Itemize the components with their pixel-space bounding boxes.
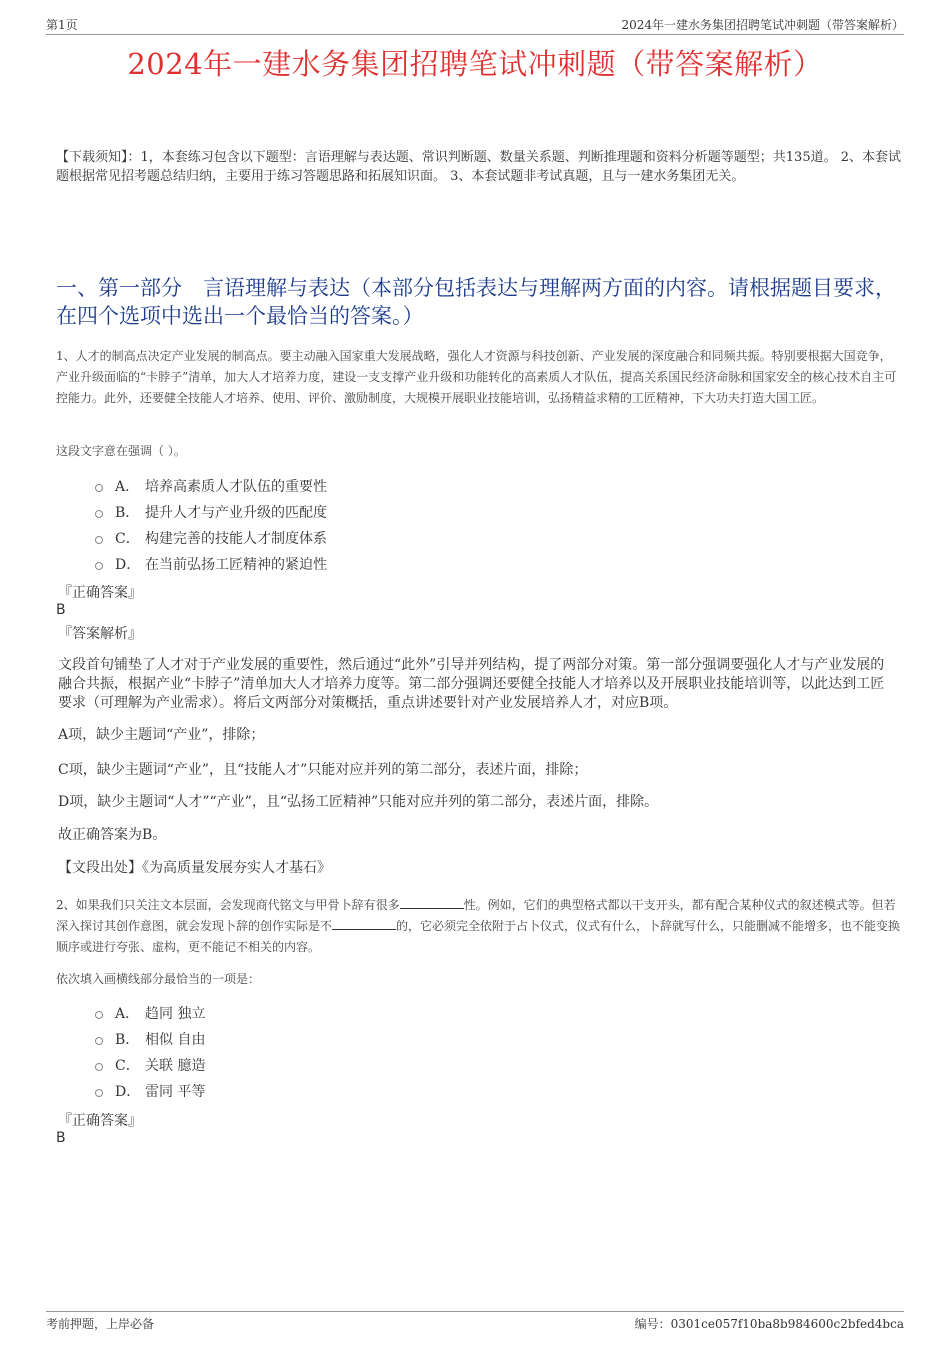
question-1-options — [95, 473, 327, 577]
page-footer — [46, 1311, 904, 1334]
question-1-text: 1、人才的制高点决定产业发展的制高点。要主动融入国家重大发展战略，强化人才资源与科技创新、产业发展的深度融合和同频共振。特别要根据大国竞争，产业升级面临的“卡脖子”清单，加大人才培养力度，建设一支支撑产业升级和功能转化的高素质人才队伍，提高关系国民经济命脉和国家安全的核心技术自主可控能力。此外，还要健全技能人才培养、使用、评价、激励制度，大规模开展职业技能培训，弘扬精益求精的工匠精神，下大功夫打造大国工匠。 — [56, 349, 897, 405]
section-heading: 一、第一部分 言语理解与表达（本部分包括表达与理解两方面的内容。请根据题目要求，在四个选项中选出一个最恰当的答案。） — [56, 276, 896, 328]
radio-icon[interactable] — [95, 484, 103, 492]
analysis-note-d: D项，缺少主题词“人才”“产业”，且“弘扬工匠精神”只能对应并列的第二部分，表述片面，排除。 — [58, 794, 659, 810]
option-d[interactable]: D． 在当前弘扬工匠精神的紧迫性 — [95, 551, 327, 577]
analysis-text: 文段首句铺垫了人才对于产业发展的重要性，然后通过“此外”引导并列结构，提了两部分对策。第一部分强调要强化人才与产业发展的融合共振，根据产业“卡脖子”清单加大人才培养力度等。第二部分强调还要健全技能人才培养以及开展职业技能培训等，以此达到工匠要求（可理解为产业需求）。将后文两部分对策概括，重点讲述要针对产业发展培养人才，对应B项。 — [58, 657, 885, 711]
answer-value: B — [56, 1130, 66, 1146]
option-a[interactable]: A． 趋同 独立 — [95, 1000, 205, 1026]
question-1-prompt: 这段文字意在强调（ ）。 — [56, 444, 186, 458]
radio-icon[interactable] — [95, 1011, 103, 1019]
radio-icon[interactable] — [95, 562, 103, 570]
option-b[interactable]: B． 相似 自由 — [95, 1026, 205, 1052]
header-title: 2024年一建水务集团招聘笔试冲刺题（带答案解析） — [621, 18, 904, 32]
fill-blank — [332, 917, 396, 930]
option-c[interactable]: C． 构建完善的技能人才制度体系 — [95, 525, 327, 551]
radio-icon[interactable] — [95, 536, 103, 544]
option-d[interactable]: D． 雷同 平等 — [95, 1078, 205, 1104]
page-header — [46, 14, 904, 35]
analysis-note-a: A项，缺少主题词“产业”，排除； — [58, 727, 265, 743]
analysis-conclusion: 故正确答案为B。 — [58, 827, 167, 843]
question-2-text: 2、如果我们只关注文本层面，会发现商代铭文与甲骨卜辞有很多 性。例如，它们的典型格式都以干支开头，都有配合某种仪式的叙述模式等。但若深入探讨其创作意图，就会发现卜辞的创作实际是不 的，它必须完全依附于占卜仪式，仪式有什么，卜辞就写什么，只能删减不能增多，也不能变换顺序或进行夸张、虚构，更不能记不相关的内容。 — [56, 898, 901, 954]
radio-icon[interactable] — [95, 1089, 103, 1097]
analysis-label: 『答案解析』 — [58, 626, 142, 642]
answer-label: 『正确答案』 — [58, 1113, 142, 1129]
radio-icon[interactable] — [95, 1037, 103, 1045]
analysis-note-c: C项，缺少主题词“产业”，且“技能人才”只能对应并列的第二部分，表述片面，排除； — [58, 762, 588, 778]
fill-blank — [400, 896, 464, 909]
text-source: 【文段出处】《为高质量发展夯实人才基石》 — [58, 860, 331, 876]
document-title: 2024年一建水务集团招聘笔试冲刺题（带答案解析） — [127, 47, 823, 81]
radio-icon[interactable] — [95, 1063, 103, 1071]
page-number: 第1页 — [46, 18, 78, 32]
answer-label: 『正确答案』 — [58, 585, 142, 601]
radio-icon[interactable] — [95, 510, 103, 518]
option-a[interactable]: A． 培养高素质人才队伍的重要性 — [95, 473, 327, 499]
download-notice: 【下载须知】：1，本套练习包含以下题型：言语理解与表达题、常识判断题、数量关系题、判断推理题和资料分析题等题型；共135道。 2、本套试题根据常见招考题总结归纳，主要用于练习答题思路和拓展知识面。 3、本套试题非考试真题，且与一建水务集团无关。 — [56, 150, 901, 184]
footer-serial: 编号：0301ce057f10ba8b984600c2bfed4bca — [634, 1317, 904, 1331]
option-c[interactable]: C． 关联 臆造 — [95, 1052, 205, 1078]
question-2-prompt: 依次填入画横线部分最恰当的一项是： — [56, 972, 261, 986]
option-b[interactable]: B． 提升人才与产业升级的匹配度 — [95, 499, 327, 525]
question-2-options — [95, 1000, 205, 1104]
answer-value: B — [56, 602, 66, 618]
footer-slogan: 考前押题，上岸必备 — [46, 1317, 155, 1331]
